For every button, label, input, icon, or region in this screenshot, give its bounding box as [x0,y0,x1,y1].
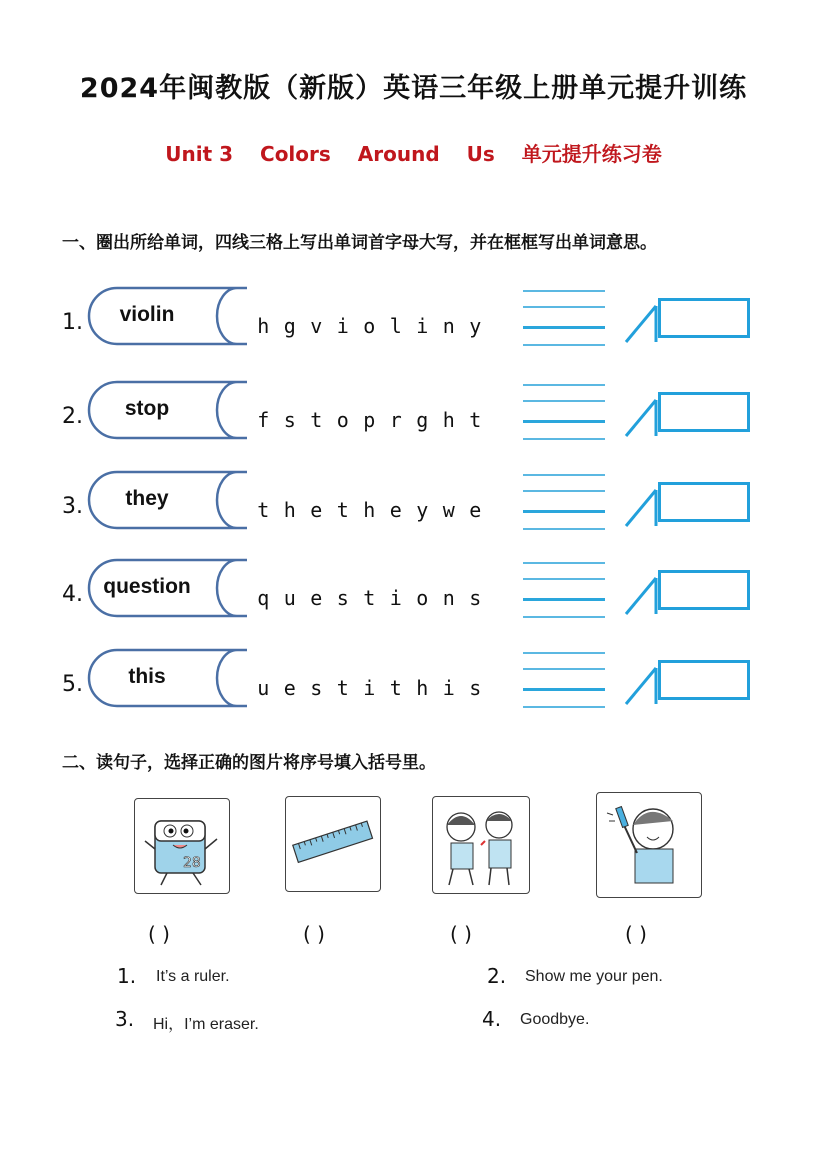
four-line-grid[interactable] [523,652,605,710]
boy-holding-pen-icon [596,792,702,898]
given-word: question [103,575,191,598]
letter[interactable]: f [257,408,270,432]
grid-line [523,438,605,440]
slash-mark [622,294,662,344]
letter[interactable]: i [389,586,402,610]
sentence-number: 4. [482,1007,502,1031]
letter-string[interactable] [250,498,530,522]
sentence-number: 2. [487,964,507,988]
slash-mark [622,478,662,528]
letter[interactable]: t [469,408,482,432]
grid-line [523,688,605,691]
letter[interactable]: h [257,314,270,338]
subtitle-part: Around [357,142,440,166]
word-scroll [87,286,253,344]
given-word: this [128,665,166,688]
exercise-row [0,470,827,540]
letter[interactable]: i [336,314,349,338]
eraser-character-icon [134,798,230,894]
item-number: 1. [62,310,83,335]
item-number: 3. [62,494,83,519]
letter[interactable]: q [257,586,270,610]
item-number: 2. [62,404,83,429]
slash-mark [622,656,662,706]
letter[interactable]: e [389,498,402,522]
letter[interactable]: w [442,498,455,522]
section2-instruction: 二、读句子，选择正确的图片将序号填入括号里。 [62,753,436,773]
letter-string[interactable] [250,676,530,700]
letter[interactable]: u [257,676,270,700]
item-number: 4. [62,582,83,607]
slash-mark [622,566,662,616]
unit-subtitle [0,138,827,167]
letter[interactable]: g [416,408,429,432]
letter[interactable]: n [442,586,455,610]
grid-line [523,384,605,386]
meaning-box[interactable] [658,482,750,522]
grid-line [523,598,605,601]
sentence-text: Goodbye. [520,1011,590,1028]
ruler-icon [285,796,381,892]
grid-line [523,326,605,329]
letter[interactable]: o [336,408,349,432]
grid-line [523,306,605,308]
page-title: 2024年闽教版（新版）英语三年级上册单元提升训练 [79,73,748,104]
exercise-row [0,380,827,450]
slash-mark [622,388,662,438]
grid-line [523,290,605,292]
two-children-greeting-icon [432,796,530,894]
subtitle-part: Colors [260,142,331,166]
exercise-row [0,648,827,718]
letter[interactable]: t [336,498,349,522]
letter[interactable]: e [310,586,323,610]
word-scroll [87,648,253,706]
grid-line [523,578,605,580]
letter[interactable]: i [416,314,429,338]
letter[interactable]: g [283,314,296,338]
letter-string[interactable] [250,586,530,610]
svg-text:28: 28 [183,855,201,871]
letter[interactable]: h [363,498,376,522]
grid-line [523,344,605,346]
grid-line [523,616,605,618]
letter[interactable]: s [469,586,482,610]
word-scroll [87,558,253,616]
meaning-box[interactable] [658,570,750,610]
grid-line [523,652,605,654]
letter[interactable]: i [442,676,455,700]
grid-line [523,420,605,423]
sentence-text: It’s a ruler. [156,968,230,985]
answer-bracket[interactable]: ( ) [625,922,647,946]
letter[interactable]: u [283,586,296,610]
four-line-grid[interactable] [523,474,605,532]
grid-line [523,668,605,670]
four-line-grid[interactable] [523,562,605,620]
letter[interactable]: l [389,314,402,338]
letter[interactable]: s [469,676,482,700]
letter[interactable]: e [469,498,482,522]
meaning-box[interactable] [658,660,750,700]
given-word: violin [119,303,175,326]
sentence-number: 3. [115,1007,135,1031]
letter[interactable]: e [310,498,323,522]
exercise-row [0,286,827,356]
sentence-text: Hi，I’m eraser. [153,1016,259,1033]
grid-line [523,562,605,564]
letter[interactable]: v [310,314,323,338]
sentence-number: 1. [117,964,137,988]
word-scroll [87,470,253,528]
letter[interactable]: t [389,676,402,700]
letter[interactable]: y [469,314,482,338]
section1-instruction: 一、圈出所给单词，四线三格上写出单词首字母大写，并在框框写出单词意思。 [62,233,657,253]
grid-line [523,490,605,492]
letter[interactable]: s [310,676,323,700]
grid-line [523,528,605,530]
answer-bracket[interactable]: ( ) [148,922,170,946]
letter[interactable]: p [363,408,376,432]
grid-line [523,400,605,402]
word-scroll [87,380,253,438]
letter[interactable]: y [416,498,429,522]
letter[interactable]: s [336,586,349,610]
subtitle-part: 单元提升练习卷 [521,142,662,166]
subtitle-part: Unit 3 [165,142,234,166]
letter[interactable]: e [283,676,296,700]
letter[interactable]: n [442,314,455,338]
letter[interactable]: t [310,408,323,432]
grid-line [523,510,605,513]
letter[interactable]: s [283,408,296,432]
letter[interactable]: r [389,408,402,432]
letter[interactable]: i [363,676,376,700]
sentence-text: Show me your pen. [525,968,663,985]
meaning-box[interactable] [658,392,750,432]
letter[interactable]: h [442,408,455,432]
four-line-grid[interactable] [523,290,605,348]
letter-string[interactable] [250,408,530,432]
meaning-box[interactable] [658,298,750,338]
grid-line [523,474,605,476]
grid-line [523,706,605,708]
letter[interactable]: h [283,498,296,522]
given-word: stop [124,397,170,420]
answer-bracket[interactable]: ( ) [303,922,325,946]
letter-string[interactable] [250,314,530,338]
letter[interactable]: t [257,498,270,522]
letter[interactable]: t [336,676,349,700]
item-number: 5. [62,672,83,697]
letter[interactable]: t [363,586,376,610]
letter[interactable]: o [416,586,429,610]
exercise-row [0,558,827,628]
subtitle-part: Us [466,142,495,166]
answer-bracket[interactable]: ( ) [450,922,472,946]
letter[interactable]: o [363,314,376,338]
given-word: they [125,487,169,510]
letter[interactable]: h [416,676,429,700]
four-line-grid[interactable] [523,384,605,442]
